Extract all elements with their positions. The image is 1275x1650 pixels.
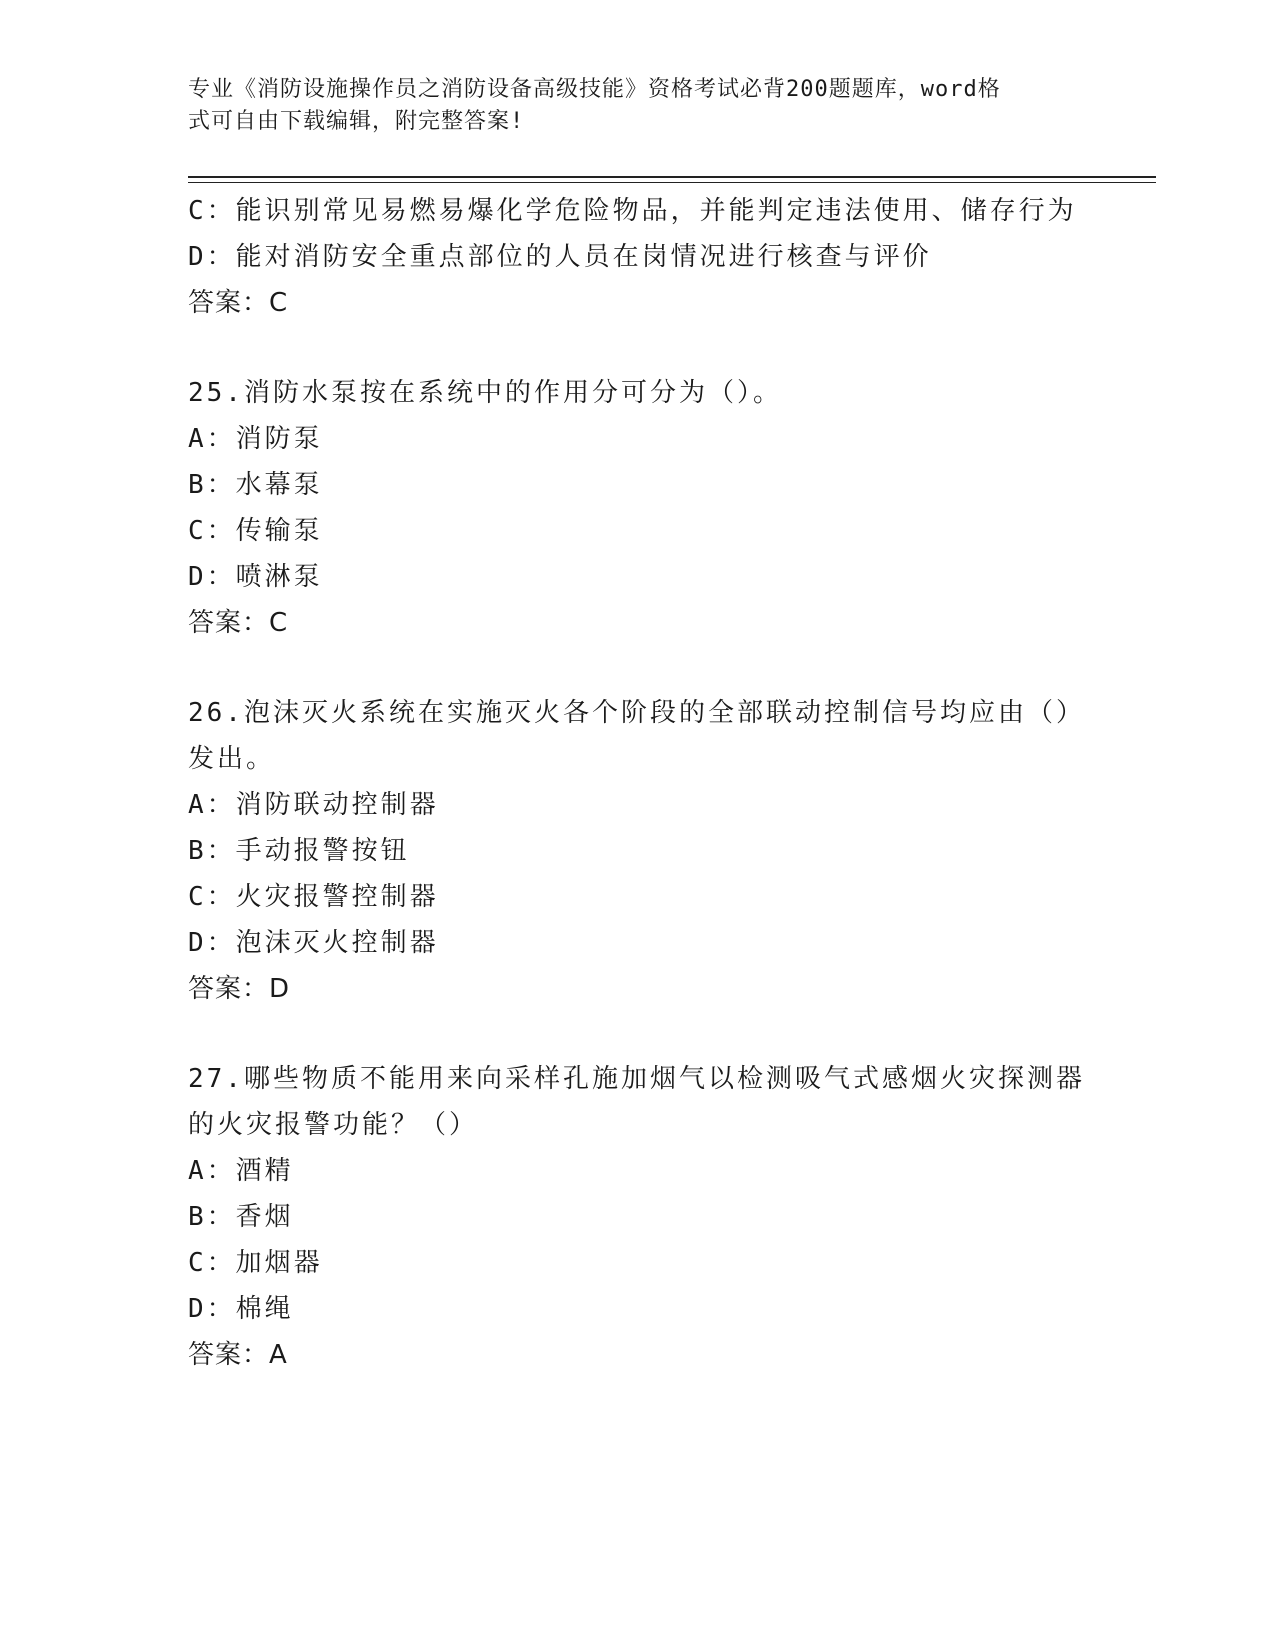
document-header (188, 74, 1068, 138)
option-d: D：喷淋泵 (188, 562, 323, 592)
option-c: C：能识别常见易燃易爆化学危险物品，并能判定违法使用、储存行为 (188, 196, 1077, 226)
answer-line: 答案：C (188, 608, 289, 638)
option-c: C：加烟器 (188, 1248, 323, 1278)
option-a: A：消防联动控制器 (188, 790, 439, 820)
question-block-27 (188, 1056, 1088, 1378)
question-stem-continued: 的火灾报警功能？（） (188, 1110, 479, 1140)
option-d: D：泡沫灭火控制器 (188, 928, 439, 958)
header-line-2: 式可自由下载编辑，附完整答案! (188, 109, 525, 134)
spacer (188, 326, 1088, 370)
question-stem: 27.哪些物质不能用来向采样孔施加烟气以检测吸气式感烟火灾探测器 (188, 1064, 1085, 1094)
option-d: D：棉绳 (188, 1294, 294, 1324)
question-stem: 25.消防水泵按在系统中的作用分可分为（）。 (188, 378, 782, 408)
header-line-1: 专业《消防设施操作员之消防设备高级技能》资格考试必背200题题库，word格 (188, 77, 1001, 102)
answer-line: 答案：D (188, 974, 291, 1004)
question-block-24 (188, 188, 1088, 326)
option-a: A：消防泵 (188, 424, 323, 454)
spacer (188, 1012, 1088, 1056)
header-divider-thin (188, 182, 1156, 183)
question-stem: 26.泡沫灭火系统在实施灭火各个阶段的全部联动控制信号均应由（） (188, 698, 1085, 728)
question-block-26 (188, 690, 1088, 1012)
question-list (188, 188, 1088, 1378)
question-block-25 (188, 370, 1088, 646)
option-d: D：能对消防安全重点部位的人员在岗情况进行核查与评价 (188, 242, 932, 272)
header-divider-thick (188, 176, 1156, 178)
option-b: B：香烟 (188, 1202, 294, 1232)
spacer (188, 646, 1088, 690)
option-c: C：传输泵 (188, 516, 323, 546)
answer-line: 答案：A (188, 1340, 288, 1370)
option-c: C：火灾报警控制器 (188, 882, 439, 912)
question-stem-continued: 发出。 (188, 744, 276, 774)
option-b: B：手动报警按钮 (188, 836, 410, 866)
answer-line: 答案：C (188, 288, 289, 318)
option-a: A：酒精 (188, 1156, 294, 1186)
option-b: B：水幕泵 (188, 470, 323, 500)
